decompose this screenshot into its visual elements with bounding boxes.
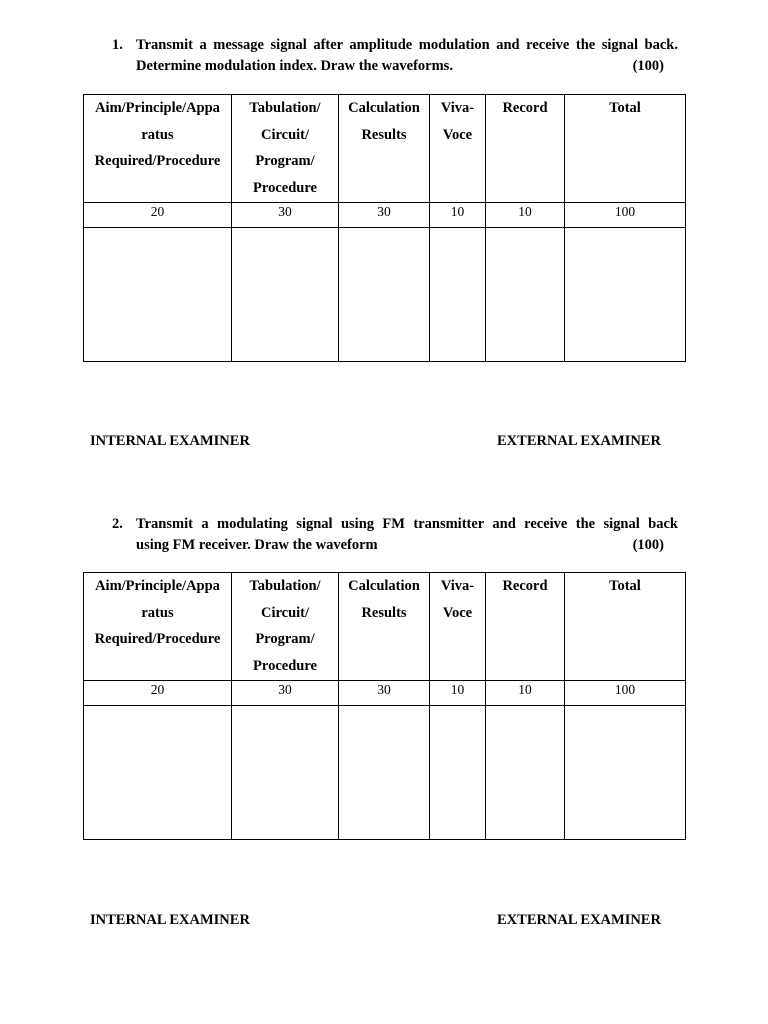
score-record: 10 [486, 681, 565, 706]
blank-cell[interactable] [84, 228, 232, 362]
header-tabulation: Tabulation/ Circuit/ Program/ Procedure [232, 573, 339, 681]
score-viva: 10 [430, 681, 486, 706]
question-2 [112, 514, 678, 556]
score-aim: 20 [84, 203, 232, 228]
header-viva: Viva- Voce [430, 573, 486, 681]
score-total: 100 [565, 203, 686, 228]
header-aim: Aim/Principle/Appa ratus Required/Procedure [84, 573, 232, 681]
score-calculation: 30 [339, 203, 430, 228]
blank-cell[interactable] [232, 228, 339, 362]
header-record: Record [486, 95, 565, 203]
blank-cell[interactable] [486, 228, 565, 362]
question-text-line-2 [136, 56, 678, 77]
question-text: using FM receiver. Draw the waveform [136, 537, 378, 553]
question-text-line-1: Transmit a message signal after amplitude modulation and receive the signal back. [136, 37, 678, 53]
header-tabulation: Tabulation/ Circuit/ Program/ Procedure [232, 95, 339, 203]
question-text-line-1: Transmit a modulating signal using FM transmitter and receive the signal back [136, 516, 678, 532]
external-examiner-label: EXTERNAL EXAMINER [497, 912, 661, 928]
header-calculation: Calculation Results [339, 95, 430, 203]
header-calculation: Calculation Results [339, 573, 430, 681]
question-1 [112, 35, 678, 77]
question-marks: (100) [632, 537, 664, 553]
blank-cell[interactable] [232, 706, 339, 840]
header-total: Total [565, 95, 686, 203]
table-header-row [84, 95, 686, 203]
header-viva: Viva- Voce [430, 95, 486, 203]
question-text-line-2 [136, 535, 678, 556]
blank-cell[interactable] [565, 706, 686, 840]
table-score-row [84, 681, 686, 706]
blank-cell[interactable] [84, 706, 232, 840]
blank-cell[interactable] [565, 228, 686, 362]
table-score-row [84, 203, 686, 228]
blank-cell[interactable] [430, 706, 486, 840]
header-total: Total [565, 573, 686, 681]
score-calculation: 30 [339, 681, 430, 706]
question-marks: (100) [632, 58, 664, 74]
table-header-row [84, 573, 686, 681]
question-text: Determine modulation index. Draw the waveforms. [136, 58, 453, 74]
internal-examiner-label: INTERNAL EXAMINER [90, 912, 250, 928]
score-total: 100 [565, 681, 686, 706]
header-aim: Aim/Principle/Appa ratus Required/Procedure [84, 95, 232, 203]
internal-examiner-label: INTERNAL EXAMINER [90, 433, 250, 449]
table-blank-row [84, 706, 686, 840]
header-record: Record [486, 573, 565, 681]
blank-cell[interactable] [339, 706, 430, 840]
table-blank-row [84, 228, 686, 362]
blank-cell[interactable] [339, 228, 430, 362]
blank-cell[interactable] [430, 228, 486, 362]
score-tabulation: 30 [232, 681, 339, 706]
score-aim: 20 [84, 681, 232, 706]
question-number: 2. [112, 516, 123, 532]
external-examiner-label: EXTERNAL EXAMINER [497, 433, 661, 449]
blank-cell[interactable] [486, 706, 565, 840]
score-viva: 10 [430, 203, 486, 228]
question-number: 1. [112, 37, 123, 53]
score-tabulation: 30 [232, 203, 339, 228]
marks-table-1 [83, 94, 686, 362]
marks-table-2 [83, 572, 686, 840]
score-record: 10 [486, 203, 565, 228]
